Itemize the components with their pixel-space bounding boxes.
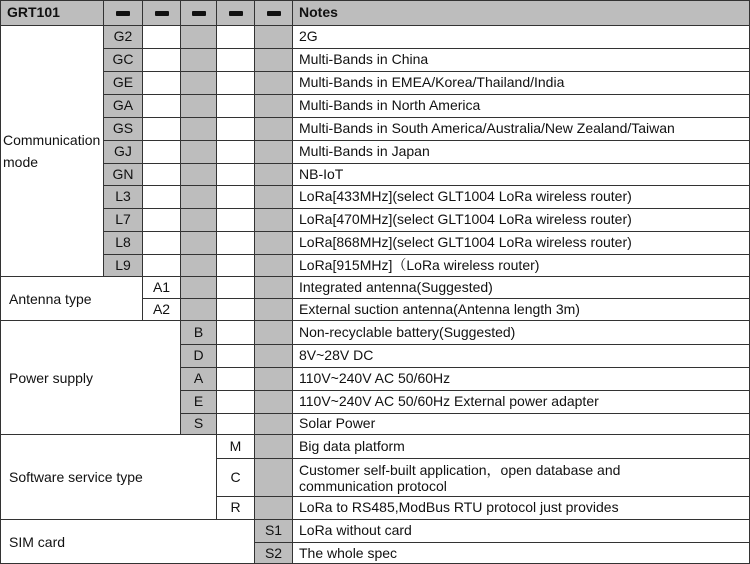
note-cell (292, 458, 750, 496)
empty-cell (216, 390, 254, 413)
empty-cell (142, 185, 180, 208)
code-cell (216, 434, 254, 458)
empty-cell (254, 163, 292, 185)
empty-cell (180, 25, 216, 48)
separator-dash (192, 11, 206, 16)
code-cell (180, 367, 216, 390)
option-note: Integrated antenna(Suggested) (299, 278, 493, 295)
note-cell (292, 344, 750, 367)
empty-cell (180, 71, 216, 94)
empty-cell (216, 25, 254, 48)
code-cell (142, 298, 180, 320)
option-note: Big data platform (299, 437, 405, 454)
empty-cell (180, 48, 216, 71)
empty-cell (180, 185, 216, 208)
code-cell (103, 254, 142, 276)
option-note: LoRa[868MHz](select GLT1004 LoRa wireless router) (299, 234, 632, 251)
note-cell (292, 140, 750, 163)
empty-cell (180, 140, 216, 163)
note-cell (292, 25, 750, 48)
note-cell (292, 390, 750, 413)
code-cell (180, 344, 216, 367)
empty-cell (142, 208, 180, 231)
empty-cell (180, 208, 216, 231)
option-note: The whole spec (299, 544, 398, 561)
empty-cell (254, 390, 292, 413)
empty-cell (254, 117, 292, 140)
option-note: LoRa without card (299, 522, 412, 539)
code-cell (103, 185, 142, 208)
note-cell (292, 276, 750, 298)
code-cell (103, 231, 142, 254)
empty-cell (216, 367, 254, 390)
code-cell (216, 458, 254, 496)
code-cell (180, 413, 216, 434)
separator-dash-cell (216, 0, 254, 25)
category-label-line: SIM card (9, 534, 66, 550)
note-cell (292, 117, 750, 140)
category-label-text (7, 288, 92, 310)
code-cell (254, 542, 292, 564)
empty-cell (180, 231, 216, 254)
separator-dash (267, 11, 281, 16)
empty-cell (216, 140, 254, 163)
notes-header: Notes (299, 4, 338, 21)
category-label-text (3, 129, 100, 173)
empty-cell (254, 25, 292, 48)
category-label-text (7, 531, 65, 553)
empty-cell (142, 94, 180, 117)
option-note: 110V~240V AC 50/60Hz (299, 370, 451, 387)
empty-cell (254, 298, 292, 320)
option-code: C (230, 468, 241, 485)
empty-cell (254, 208, 292, 231)
empty-cell (142, 48, 180, 71)
option-code: R (230, 499, 241, 516)
model-name-cell (0, 0, 103, 25)
code-cell (216, 496, 254, 519)
empty-cell (254, 367, 292, 390)
empty-cell (142, 25, 180, 48)
option-code: L9 (115, 256, 131, 273)
code-cell (103, 117, 142, 140)
code-cell (103, 71, 142, 94)
category-label-antenna (0, 276, 142, 320)
empty-cell (216, 276, 254, 298)
note-cell (292, 71, 750, 94)
option-code: GJ (114, 143, 132, 160)
empty-cell (254, 276, 292, 298)
empty-cell (180, 94, 216, 117)
note-cell (292, 542, 750, 564)
empty-cell (142, 117, 180, 140)
note-cell (292, 94, 750, 117)
empty-cell (216, 298, 254, 320)
option-note: Solar Power (299, 415, 376, 432)
separator-dash-cell (254, 0, 292, 25)
option-code: L8 (115, 234, 131, 251)
note-cell (292, 254, 750, 276)
category-label-line: mode (3, 154, 39, 170)
note-cell (292, 434, 750, 458)
empty-cell (254, 344, 292, 367)
separator-dash-cell (142, 0, 180, 25)
empty-cell (216, 71, 254, 94)
separator-dash (229, 11, 243, 16)
separator-dash-cell (180, 0, 216, 25)
option-code: M (229, 437, 242, 454)
option-code: GS (112, 120, 134, 137)
option-note: Multi-Bands in China (299, 51, 429, 68)
option-note: LoRa[470MHz](select GLT1004 LoRa wireless router) (299, 211, 632, 228)
code-cell (103, 140, 142, 163)
empty-cell (254, 413, 292, 434)
empty-cell (216, 48, 254, 71)
code-cell (142, 276, 180, 298)
category-label-line: Communication (3, 132, 101, 148)
option-code: GN (112, 165, 134, 182)
category-label-power (0, 320, 180, 434)
option-note: Multi-Bands in Japan (299, 143, 430, 160)
empty-cell (254, 320, 292, 344)
empty-cell (216, 231, 254, 254)
empty-cell (142, 254, 180, 276)
empty-cell (254, 434, 292, 458)
empty-cell (254, 185, 292, 208)
note-cell (292, 413, 750, 434)
option-note: Customer self-built application，open database and communication protocol (299, 461, 621, 494)
empty-cell (216, 320, 254, 344)
option-note: 110V~240V AC 50/60Hz External power adapter (299, 393, 599, 410)
category-label-sim (0, 519, 254, 564)
empty-cell (216, 254, 254, 276)
category-label-text (7, 466, 143, 488)
option-note: LoRa to RS485,ModBus RTU protocol just provides (299, 499, 619, 516)
category-label-line: Power supply (9, 369, 94, 386)
option-code: E (193, 393, 204, 410)
empty-cell (142, 140, 180, 163)
note-cell (292, 496, 750, 519)
empty-cell (216, 117, 254, 140)
option-note: LoRa[915MHz]（LoRa wireless router) (299, 256, 540, 273)
note-cell (292, 208, 750, 231)
option-note: 2G (299, 28, 318, 45)
option-note: Non-recyclable battery(Suggested) (299, 323, 516, 340)
option-code: GC (112, 51, 134, 68)
option-code: A (193, 370, 204, 387)
empty-cell (216, 208, 254, 231)
empty-cell (180, 298, 216, 320)
note-cell (292, 185, 750, 208)
code-cell (254, 519, 292, 542)
code-cell (180, 390, 216, 413)
option-note: LoRa[433MHz](select GLT1004 LoRa wireless router) (299, 188, 632, 205)
option-note: NB-IoT (299, 165, 344, 182)
option-code: L3 (115, 188, 131, 205)
note-cell (292, 298, 750, 320)
separator-dash (116, 11, 130, 16)
empty-cell (254, 496, 292, 519)
option-note: Multi-Bands in North America (299, 97, 481, 114)
code-cell (103, 48, 142, 71)
note-cell (292, 48, 750, 71)
option-code: B (193, 323, 204, 340)
option-code: A2 (152, 300, 171, 317)
empty-cell (216, 413, 254, 434)
option-note: Multi-Bands in EMEA/Korea/Thailand/India (299, 74, 565, 91)
option-note: 8V~28V DC (299, 347, 374, 364)
note-cell (292, 519, 750, 542)
code-cell (103, 25, 142, 48)
empty-cell (254, 48, 292, 71)
empty-cell (142, 163, 180, 185)
code-cell (103, 163, 142, 185)
option-code: GA (112, 97, 134, 114)
empty-cell (180, 254, 216, 276)
empty-cell (142, 71, 180, 94)
empty-cell (180, 276, 216, 298)
option-note: External suction antenna(Antenna length 3m) (299, 300, 580, 317)
option-code: S2 (264, 544, 283, 561)
empty-cell (254, 458, 292, 496)
empty-cell (180, 117, 216, 140)
separator-dash (155, 11, 169, 16)
empty-cell (254, 94, 292, 117)
category-label-line: Software service type (9, 469, 143, 485)
separator-dash-cell (103, 0, 142, 25)
empty-cell (216, 163, 254, 185)
note-cell (292, 231, 750, 254)
option-code: G2 (113, 28, 133, 45)
empty-cell (216, 185, 254, 208)
code-cell (103, 208, 142, 231)
empty-cell (254, 254, 292, 276)
option-code: L7 (115, 211, 131, 228)
empty-cell (254, 140, 292, 163)
empty-cell (180, 163, 216, 185)
option-note: Multi-Bands in South America/Australia/New Zealand/Taiwan (299, 120, 675, 137)
option-code: S (193, 415, 204, 432)
note-cell (292, 163, 750, 185)
empty-cell (142, 231, 180, 254)
empty-cell (216, 344, 254, 367)
option-code: A1 (152, 278, 171, 295)
option-code: S1 (264, 522, 283, 539)
category-label-software (0, 434, 216, 519)
category-label-line: Antenna type (9, 290, 92, 307)
code-cell (180, 320, 216, 344)
note-cell (292, 367, 750, 390)
option-code: GE (112, 74, 134, 91)
empty-cell (254, 231, 292, 254)
empty-cell (254, 71, 292, 94)
option-code: D (193, 347, 204, 364)
notes-header-cell (292, 0, 750, 25)
category-label-text (7, 367, 93, 389)
code-cell (103, 94, 142, 117)
model-name: GRT101 (7, 4, 60, 21)
empty-cell (216, 94, 254, 117)
category-label-communication (0, 25, 103, 276)
note-cell (292, 320, 750, 344)
